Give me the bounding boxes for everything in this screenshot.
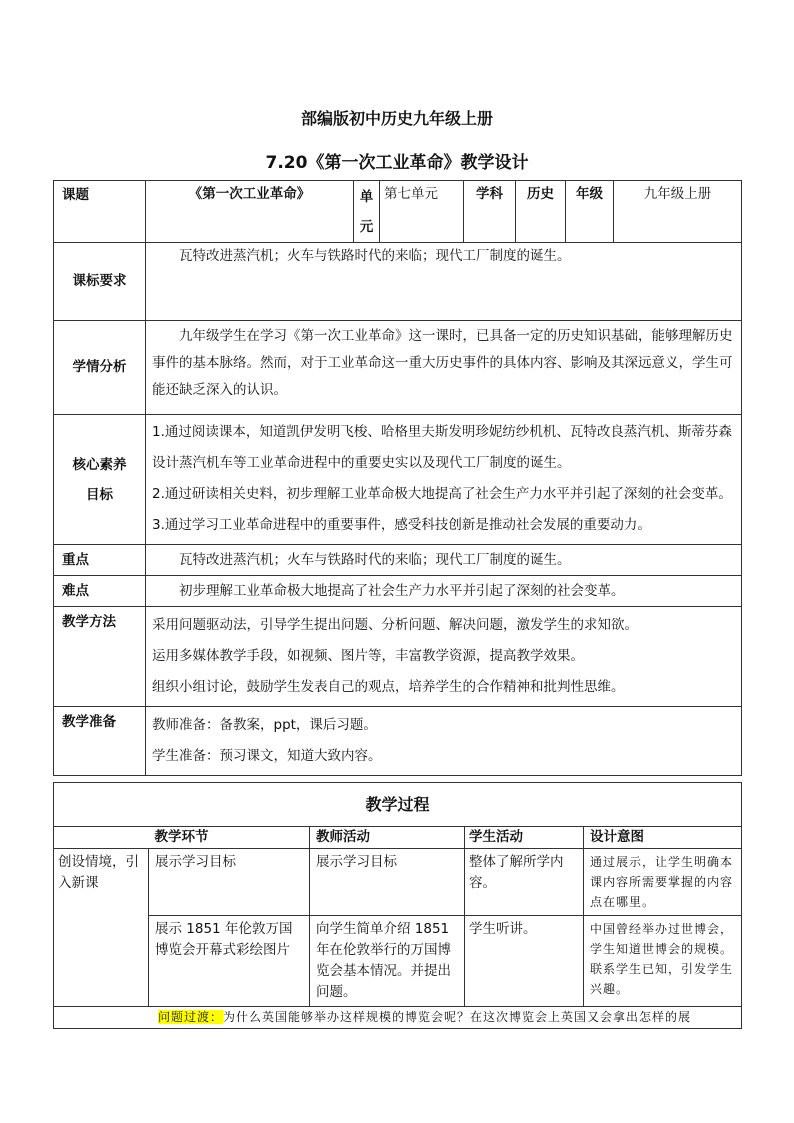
- header-teacher: 教师活动: [310, 827, 465, 849]
- header-intent: 设计意图: [584, 827, 742, 849]
- topic-value: 《第一次工业革命》: [146, 181, 354, 243]
- core-objectives: [146, 415, 742, 545]
- prep-teacher: 教师准备：备教案，ppt，课后习题。: [152, 717, 377, 733]
- student-activity: 整体了解所学内容。: [465, 849, 584, 916]
- method-item: 组织小组讨论，鼓励学生发表自己的观点，培养学生的合作精神和批判性思维。: [152, 679, 625, 695]
- teaching-methods: [146, 607, 742, 707]
- difficulty-text: 初步理解工业革命极大地提高了社会生产力水平并引起了深刻的社会变革。: [146, 576, 742, 607]
- objective-item: 2.通过研读相关史料，初步理解工业革命极大地提高了社会生产力水平并引起了深刻的社会变革。: [152, 486, 732, 502]
- subject-label: 学科: [464, 181, 516, 243]
- lesson-info-table: [53, 180, 742, 776]
- core-label-line1: 核心素养: [72, 456, 127, 473]
- teacher-activity: 展示学习目标: [310, 849, 465, 916]
- transition-text: 为什么英国能够举办这样规模的博览会呢？在这次博览会上英国又会拿出怎样的展: [223, 1010, 692, 1024]
- process-title: 教学过程: [54, 783, 742, 827]
- topic-label: 课题: [54, 181, 146, 243]
- grade-value: 九年级上册: [614, 181, 742, 243]
- method-item: 运用多媒体教学手段，如视频、图片等，丰富教学资源，提高教学效果。: [152, 648, 584, 664]
- transition-row: [54, 1007, 742, 1029]
- transition-label: 问题过渡：: [158, 1010, 224, 1024]
- student-activity: 学生听讲。: [465, 916, 584, 1007]
- design-intent: 中国曾经举办过世博会，学生知道世博会的规模。联系学生已知，引发学生兴趣。: [584, 916, 742, 1007]
- document-subtitle: 7.20《第一次工业革命》教学设计: [265, 153, 529, 173]
- curriculum-text: 瓦特改进蒸汽机；火车与铁路时代的来临；现代工厂制度的诞生。: [146, 243, 742, 321]
- objective-item: 1.通过阅读课本，知道凯伊发明飞梭、哈格里夫斯发明珍妮纺纱机机、瓦特改良蒸汽机、斯蒂芬森设计蒸汽机车等工业革命进程中的重要史实以及现代工厂制度的诞生。: [152, 424, 732, 471]
- stage-intro: 创设情境，引入新课: [54, 849, 149, 1007]
- method-label: 教学方法: [54, 607, 146, 707]
- document-title: 部编版初中历史九年级上册: [300, 109, 493, 128]
- unit-value: 第七单元: [380, 181, 464, 243]
- header-student: 学生活动: [465, 827, 584, 849]
- step-cell: 展示学习目标: [149, 849, 310, 916]
- step-cell: 展示 1851 年伦敦万国博览会开幕式彩绘图片: [149, 916, 310, 1007]
- teacher-activity: 向学生简单介绍 1851 年在伦敦举行的万国博览会基本情况。并提出问题。: [310, 916, 465, 1007]
- method-item: 采用问题驱动法，引导学生提出问题、分析问题、解决问题，激发学生的求知欲。: [152, 617, 638, 633]
- analysis-text: 九年级学生在学习《第一次工业革命》这一课时，已具备一定的历史知识基础，能够理解历史事件的基本脉络。然而，对于工业革命这一重大历史事件的具体内容、影响及其深远意义，学生可能还缺乏深入的认识。: [146, 321, 742, 415]
- subject-value: 历史: [516, 181, 566, 243]
- analysis-label: 学情分析: [54, 321, 146, 415]
- core-objectives-label: [54, 415, 146, 545]
- prep-student: 学生准备：预习课文，知道大致内容。: [152, 748, 382, 764]
- objective-item: 3.通过学习工业革命进程中的重要事件，感受科技创新是推动社会发展的重要动力。: [152, 517, 651, 533]
- header-stage: 教学环节: [54, 827, 310, 849]
- grade-label: 年级: [566, 181, 614, 243]
- teaching-process-table: [53, 782, 742, 1029]
- prep-label: 教学准备: [54, 707, 146, 776]
- difficulty-label: 难点: [54, 576, 146, 607]
- key-point-label: 重点: [54, 545, 146, 576]
- unit-label: 单元: [354, 181, 380, 243]
- design-intent: 通过展示，让学生明确本课内容所需要掌握的内容点在哪里。: [584, 849, 742, 916]
- core-label-line2: 目标: [86, 486, 113, 503]
- teaching-prep: [146, 707, 742, 776]
- curriculum-label: 课标要求: [54, 243, 146, 321]
- key-point-text: 瓦特改进蒸汽机；火车与铁路时代的来临；现代工厂制度的诞生。: [146, 545, 742, 576]
